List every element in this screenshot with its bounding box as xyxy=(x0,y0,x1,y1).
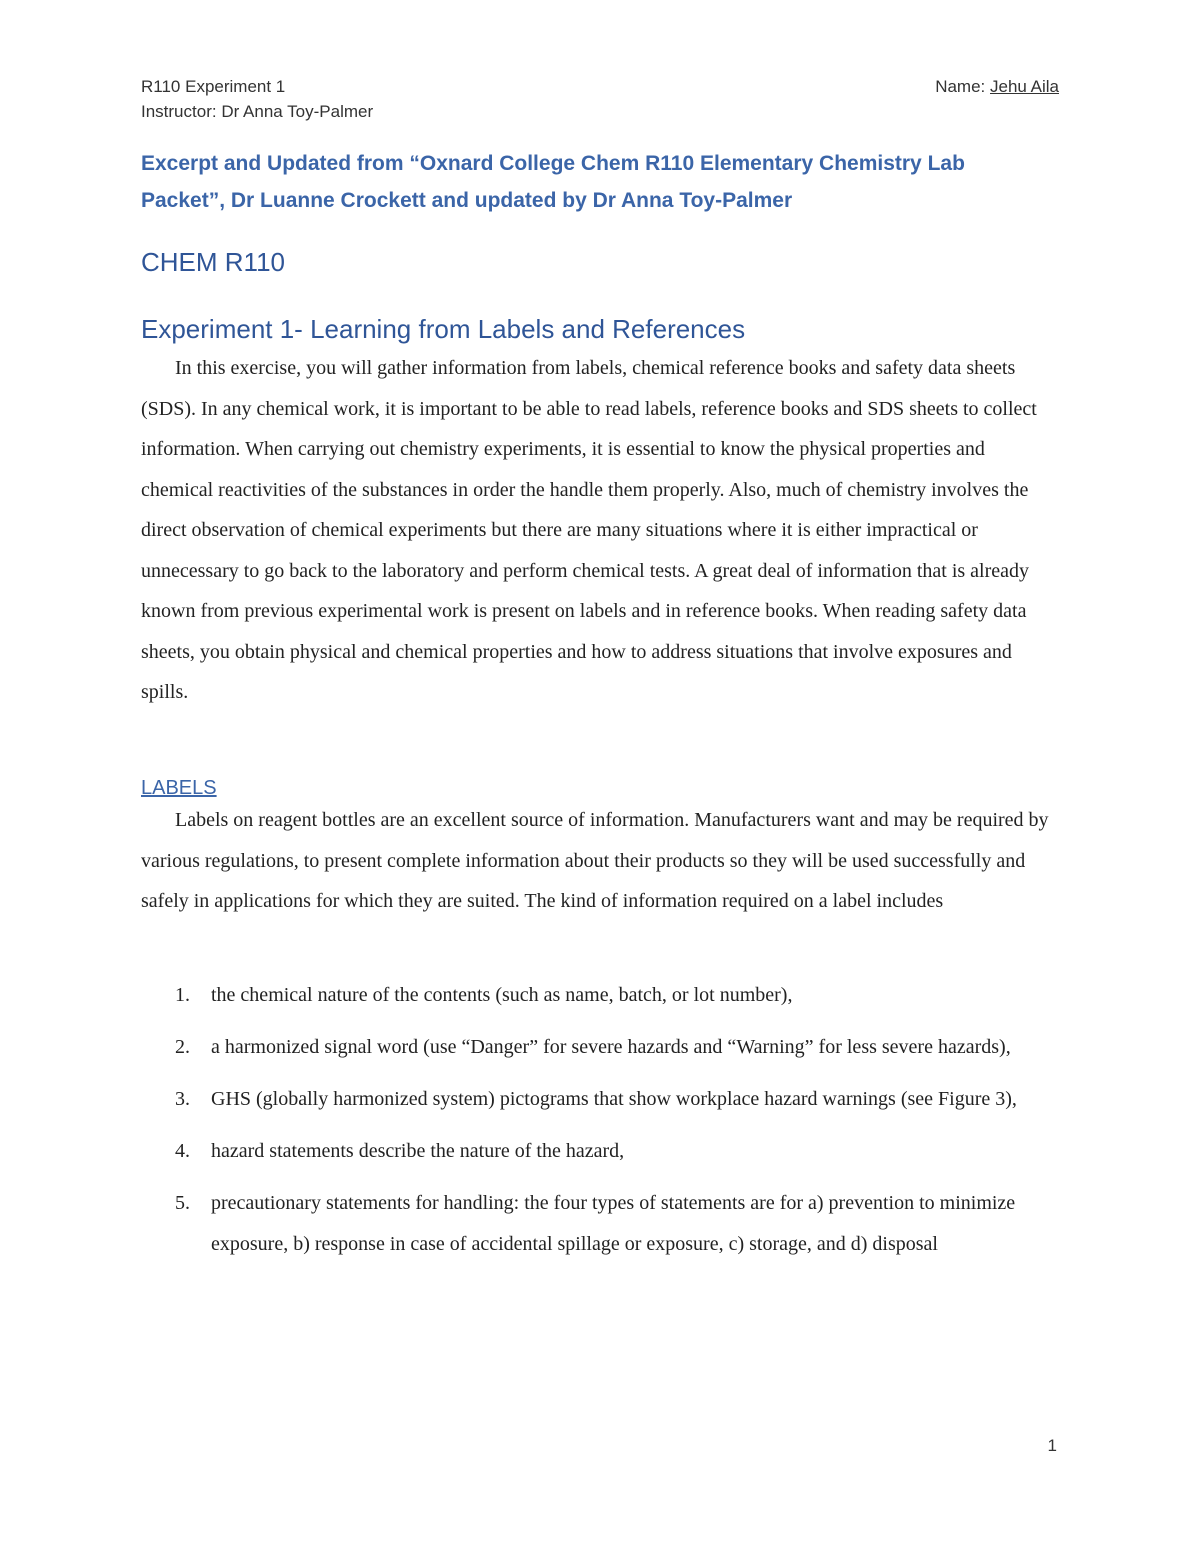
list-item-number: 1. xyxy=(175,984,190,1006)
page-number: 1 xyxy=(1047,1436,1057,1455)
list-item-number: 5. xyxy=(175,1192,190,1214)
list-item xyxy=(141,1079,1061,1120)
instructor-line xyxy=(141,99,373,124)
list-item-number: 3. xyxy=(175,1088,190,1110)
page-header-left xyxy=(141,74,373,124)
list-item-text: GHS (globally harmonized system) pictograms that show workplace hazard warnings (see Figure 3), xyxy=(211,1088,1017,1110)
list-item-text: a harmonized signal word (use “Danger” for severe hazards and “Warning” for less severe hazards), xyxy=(211,1036,1011,1058)
page-header-right xyxy=(935,74,1059,99)
experiment-title: Experiment 1- Learning from Labels and References xyxy=(141,314,746,344)
excerpt-line-1: Excerpt and Updated from “Oxnard College Chem R110 Elementary Chemistry Lab xyxy=(141,152,965,175)
excerpt-attribution xyxy=(141,145,1041,219)
intro-paragraph: In this exercise, you will gather information from labels, chemical reference books and safety data sheets (SDS). In any chemical work, it is important to be able to read labels, reference books and SDS sheets to collect information. When carrying out chemistry experiments, it is essential to know the physical properties and chemical reactivities of the substances in order the handle them properly. Also, much of chemistry involves the direct observation of chemical experiments but there are many situations where it is either impractical or unnecessary to go back to the laboratory and perform chemical tests. A great deal of information that is already known from previous experimental work is present on labels and in reference books. When reading safety data sheets, you obtain physical and chemical properties and how to address situations that involve exposures and spills. xyxy=(141,357,1037,703)
student-name: Jehu Aila xyxy=(990,77,1059,96)
list-item-number: 2. xyxy=(175,1036,190,1058)
list-item-text: the chemical nature of the contents (such as name, batch, or lot number), xyxy=(211,984,793,1006)
list-item-text: precautionary statements for handling: the four types of statements are for a) prevention to minimize exposure, b) response in case of accidental spillage or exposure, c) storage, and d) disposal xyxy=(211,1192,1016,1255)
list-item-number: 4. xyxy=(175,1140,190,1162)
list-item xyxy=(141,975,1061,1016)
instructor-name: Dr Anna Toy-Palmer xyxy=(216,102,374,121)
name-label: Name: xyxy=(935,77,986,96)
label-requirements-list xyxy=(141,975,1061,1276)
list-item-text: hazard statements describe the nature of the hazard, xyxy=(211,1140,625,1162)
list-item xyxy=(141,1027,1061,1068)
course-experiment-label: R110 Experiment 1 xyxy=(141,77,286,96)
course-title: CHEM R110 xyxy=(141,247,286,277)
excerpt-line-2: Packet”, Dr Luanne Crockett and updated by Dr Anna Toy-Palmer xyxy=(141,189,793,212)
labels-section-heading: LABELS xyxy=(141,777,217,799)
instructor-label: Instructor: xyxy=(141,102,217,121)
list-item xyxy=(141,1131,1061,1172)
list-item xyxy=(141,1183,1061,1265)
labels-paragraph: Labels on reagent bottles are an excellent source of information. Manufacturers want and may be required by various regulations, to present complete information about their products so they will be used successfully and safely in applications for which they are suited. The kind of information required on a label includes xyxy=(141,809,1049,912)
